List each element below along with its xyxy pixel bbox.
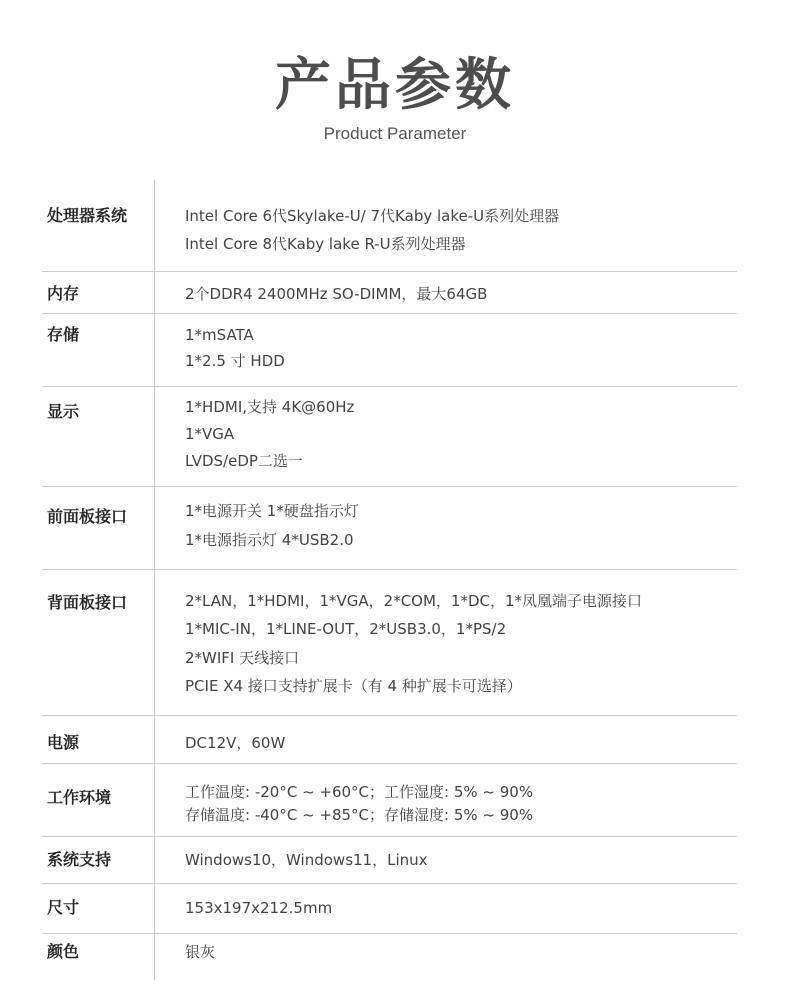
spec-label: 工作环境 [47, 788, 112, 807]
spec-value: 1*电源开关 1*硬盘指示灯 [185, 502, 359, 520]
row-divider [42, 836, 737, 837]
page-subtitle: Product Parameter [323, 124, 467, 143]
spec-value: 2*LAN，1*HDMI，1*VGA，2*COM，1*DC，1*凤凰端子电源接口 [185, 592, 643, 610]
row-divider [42, 883, 737, 884]
spec-label: 存储 [47, 325, 80, 344]
row-divider [42, 569, 737, 570]
spec-value: 1*MIC-IN，1*LINE-OUT，2*USB3.0，1*PS/2 [185, 620, 507, 638]
spec-value: 1*VGA [185, 425, 235, 443]
row-divider [42, 715, 737, 716]
spec-label: 电源 [47, 733, 80, 752]
row-divider [42, 386, 737, 387]
spec-label: 颜色 [47, 942, 80, 961]
spec-value: DC12V，60W [185, 734, 286, 752]
spec-label: 尺寸 [47, 898, 80, 917]
spec-value: 工作温度: -20°C ~ +60°C；工作湿度: 5% ~ 90% [185, 783, 534, 801]
row-divider [42, 271, 737, 272]
spec-value: 1*电源指示灯 4*USB2.0 [185, 531, 354, 549]
spec-value: 存储温度: -40°C ~ +85°C；存储湿度: 5% ~ 90% [185, 806, 534, 824]
spec-value: LVDS/eDP二选一 [185, 452, 303, 470]
spec-label: 显示 [47, 402, 80, 421]
spec-value: Intel Core 6代Skylake-U/ 7代Kaby lake-U系列处理器 [185, 207, 560, 225]
row-divider [42, 933, 737, 934]
spec-value: 2个DDR4 2400MHz SO-DIMM，最大64GB [185, 285, 488, 303]
spec-value: 153x197x212.5mm [185, 899, 333, 917]
page-title: 产品参数 [275, 53, 515, 118]
spec-value: 2*WIFI 天线接口 [185, 649, 300, 667]
spec-value: 银灰 [185, 943, 216, 961]
spec-value: PCIE X4 接口支持扩展卡（有 4 种扩展卡可选择） [185, 677, 522, 695]
spec-value: 1*HDMI,支持 4K@60Hz [185, 398, 355, 416]
spec-value: Windows10，Windows11，Linux [185, 851, 428, 869]
spec-value: Intel Core 8代Kaby lake R-U系列处理器 [185, 235, 466, 253]
spec-label: 背面板接口 [47, 593, 128, 612]
spec-label: 前面板接口 [47, 507, 128, 526]
spec-value: 1*mSATA [185, 326, 254, 344]
row-divider [42, 763, 737, 764]
spec-label: 处理器系统 [47, 206, 128, 225]
spec-value: 1*2.5 寸 HDD [185, 352, 285, 370]
row-divider [42, 486, 737, 487]
column-divider [154, 180, 155, 980]
row-divider [42, 313, 737, 314]
spec-label: 系统支持 [47, 850, 112, 869]
spec-label: 内存 [47, 284, 80, 303]
